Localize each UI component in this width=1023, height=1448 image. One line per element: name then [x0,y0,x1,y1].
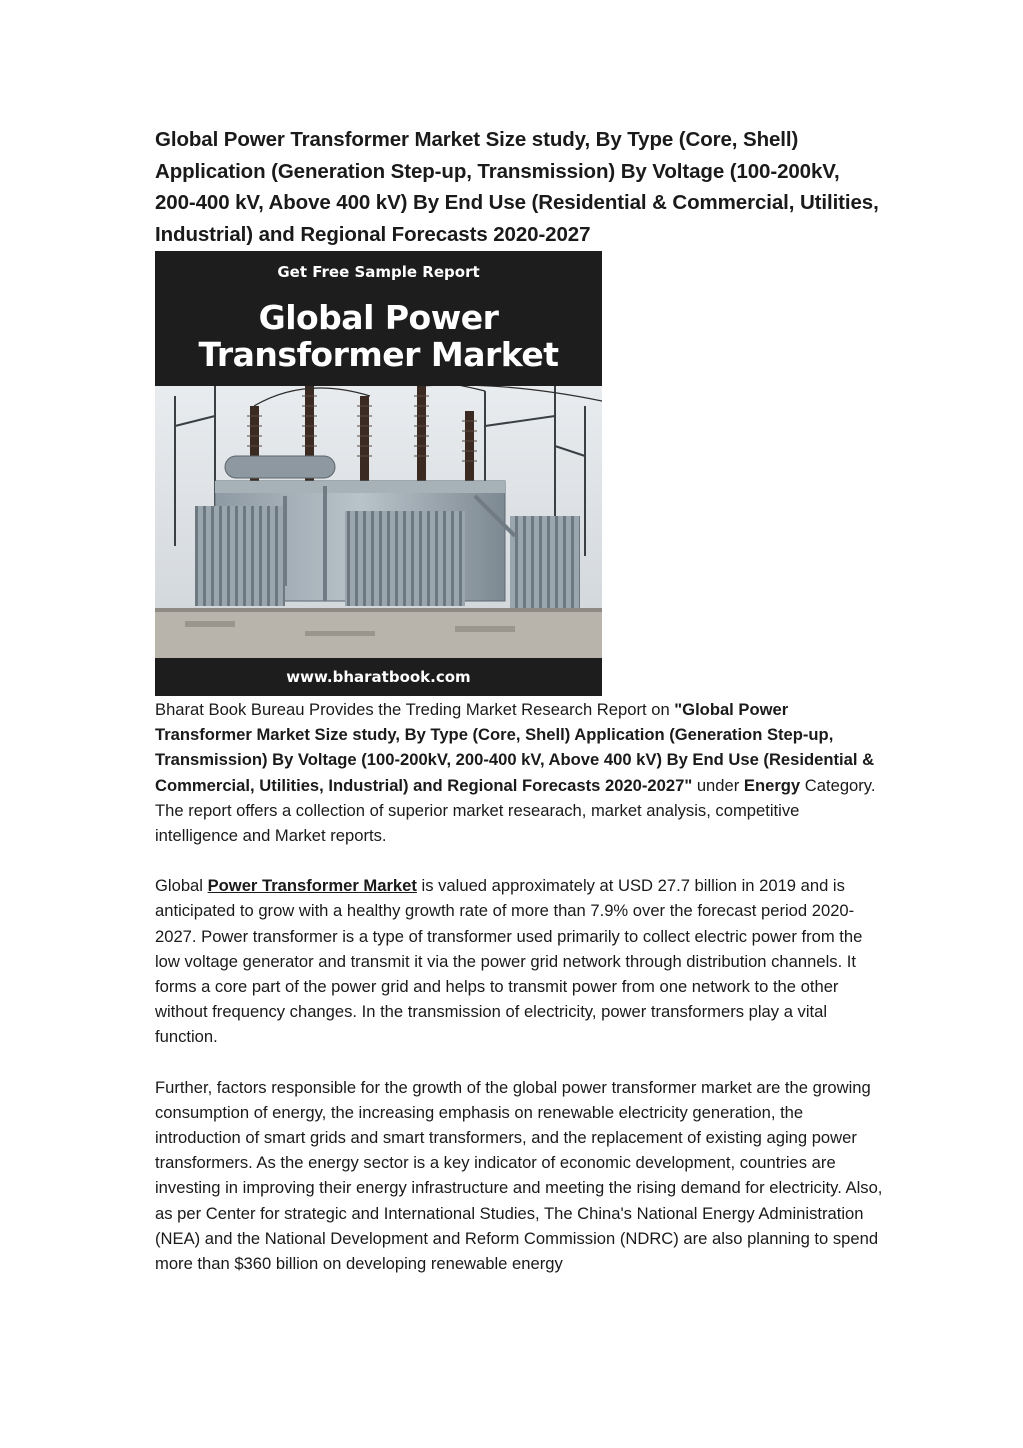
report-banner-image[interactable] [155,251,602,696]
overview-paragraph [155,873,885,1049]
report-title-quote: "Global Power Transformer Market Size study, By Type (Core, Shell) Application (Generation Step-up, Transmission) By Voltage (100-200kV, 200-400 kV, Above 400 kV) By End Use (Residential & Commercial, Utilities, Industrial) and Regional Forecasts 2020-2027" [155,700,875,795]
overview-body: is valued approximately at USD 27.7 billion in 2019 and is anticipated to grow with a healthy growth rate of more than 7.9% over the forecast period 2020-2027. Power transformer is a type of transformer used primarily to collect electric power from the low voltage generator and transmit it via the power grid network through distribution channels. It forms a core part of the power grid and helps to transmit power from one network to the other without frequency changes. In the transmission of electricity, power transformers play a vital function. [155,876,863,1047]
banner-cta-text: Get Free Sample Report [277,263,480,281]
intro-suffix: Category. The report offers a collection of superior market researach, market analysis, competitive intelligence and Market reports. [155,775,876,846]
banner-header [155,251,602,386]
document-page [155,124,885,1276]
transformer-photo [155,386,602,658]
banner-url-text: www.bharatbook.com [286,668,471,686]
factors-paragraph: Further, factors responsible for the growth of the global power transformer market are the growing consumption of energy, the increasing emphasis on renewable electricity generation, the introduction of smart grids and smart transformers, and the replacement of existing aging power transformers. As the energy sector is a key indicator of economic development, countries are investing in improving their energy infrastructure and meeting the rising demand for electricity. Also, as per Center for strategic and International Studies, The China's National Energy Administration (NEA) and the National Development and Reform Commission (NDRC) are also planning to spend more than $360 billion on developing renewable energy [155,1077,883,1274]
document-title: Global Power Transformer Market Size study, By Type (Core, Shell) Application (Generation Step-up, Transmission) By Voltage (100-200kV, 200-400 kV, Above 400 kV) By End Use (Residential & Commercial, Utilities, Industrial) and Regional Forecasts 2020-2027 [155,128,879,246]
banner-footer [155,658,602,696]
overview-prefix: Global [155,876,208,896]
intro-under: under [692,775,744,795]
banner-headline-line1: Global Power [258,298,499,337]
power-transformer-market-link[interactable]: Power Transformer Market [207,876,417,896]
banner-headline-line2: Transformer Market [198,335,559,374]
intro-prefix: Bharat Book Bureau Provides the Treding Market Research Report on [155,700,675,719]
category-label: Energy [743,775,801,795]
intro-paragraph [155,697,885,848]
